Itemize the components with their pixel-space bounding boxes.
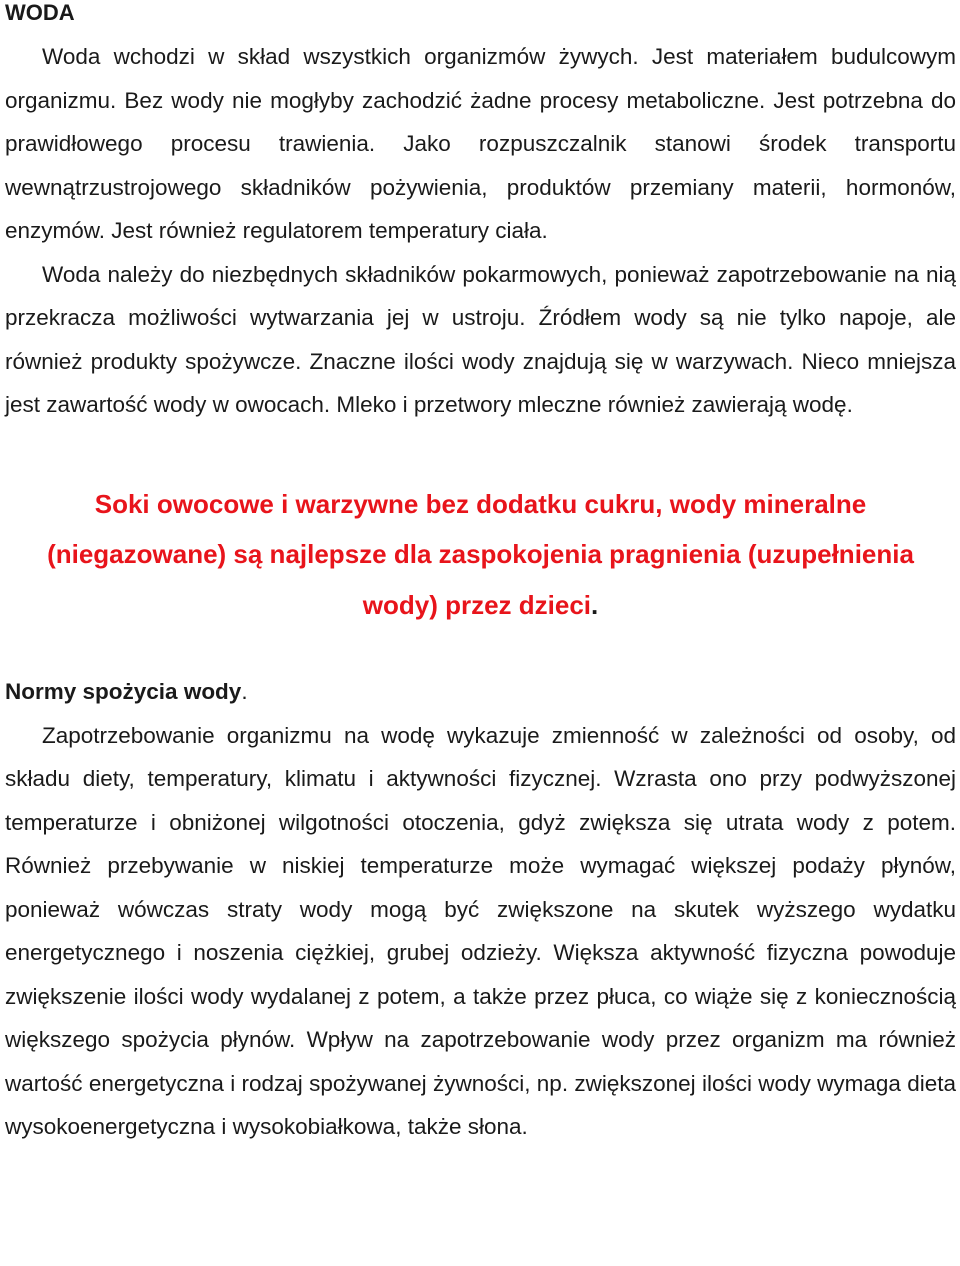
paragraph-intro: Woda wchodzi w skład wszystkich organizmów żywych. Jest materiałem budulcowym organizmu. Bez wody nie mogłyby zachodzić żadne procesy metaboliczne. Jest potrzebna do prawidłowego procesu trawienia. Jako rozpuszczalnik stanowi środek transportu wewnątrzustrojowego składników pożywienia, produktów przemiany materii, hormonów, enzymów. Jest również regulatorem temperatury ciała. xyxy=(5,44,956,243)
norms-heading xyxy=(5,670,956,714)
document-page xyxy=(5,0,956,1149)
norms-heading-text: Normy spożycia wody xyxy=(5,679,242,704)
paragraph-norms: Zapotrzebowanie organizmu na wodę wykazuje zmienność w zależności od osoby, od składu diety, temperatury, klimatu i aktywności fizycznej. Wzrasta ono przy podwyższonej temperaturze i obniżonej wilgotności otoczenia, gdyż zwiększa się utrata wody z potem. Również przebywanie w niskiej temperaturze może wymagać większej podaży płynów, ponieważ wówczas straty wody mogą być zwiększone na skutek wyższego wydatku energetycznego i noszenia ciężkiej, grubej odzieży. Większa aktywność fizyczna powoduje zwiększenie ilości wody wydalanej z potem, a także przez płuca, co wiąże się z koniecznością większego spożycia płynów. Wpływ na zapotrzebowanie wody przez organizm ma również wartość energetyczna i rodzaj spożywanej żywności, np. zwiększonej ilości wody wymaga dieta wysokoenergetyczna i wysokobiałkowa, także słona. xyxy=(5,722,956,1139)
highlight-period: . xyxy=(591,589,599,620)
section-title: WODA xyxy=(5,0,75,25)
paragraph-sources: Woda należy do niezbędnych składników pokarmowych, ponieważ zapotrzebowanie na nią przekracza możliwości wytwarzania jej w ustroju. Źródłem wody są nie tylko napoje, ale również produkty spożywcze. Znaczne ilości wody znajdują się w warzywach. Nieco mniejsza jest zawartość wody w owocach. Mleko i przetwory mleczne również zawierają wodę. xyxy=(5,261,956,417)
norms-heading-period: . xyxy=(241,679,248,704)
highlight-text: Soki owocowe i warzywne bez dodatku cukru, wody mineralne (niegazowane) są najlepsze dla zaspokojenia pragnienia (uzupełnienia wody) przez dzieci xyxy=(47,488,914,620)
highlight-callout xyxy=(5,479,956,631)
